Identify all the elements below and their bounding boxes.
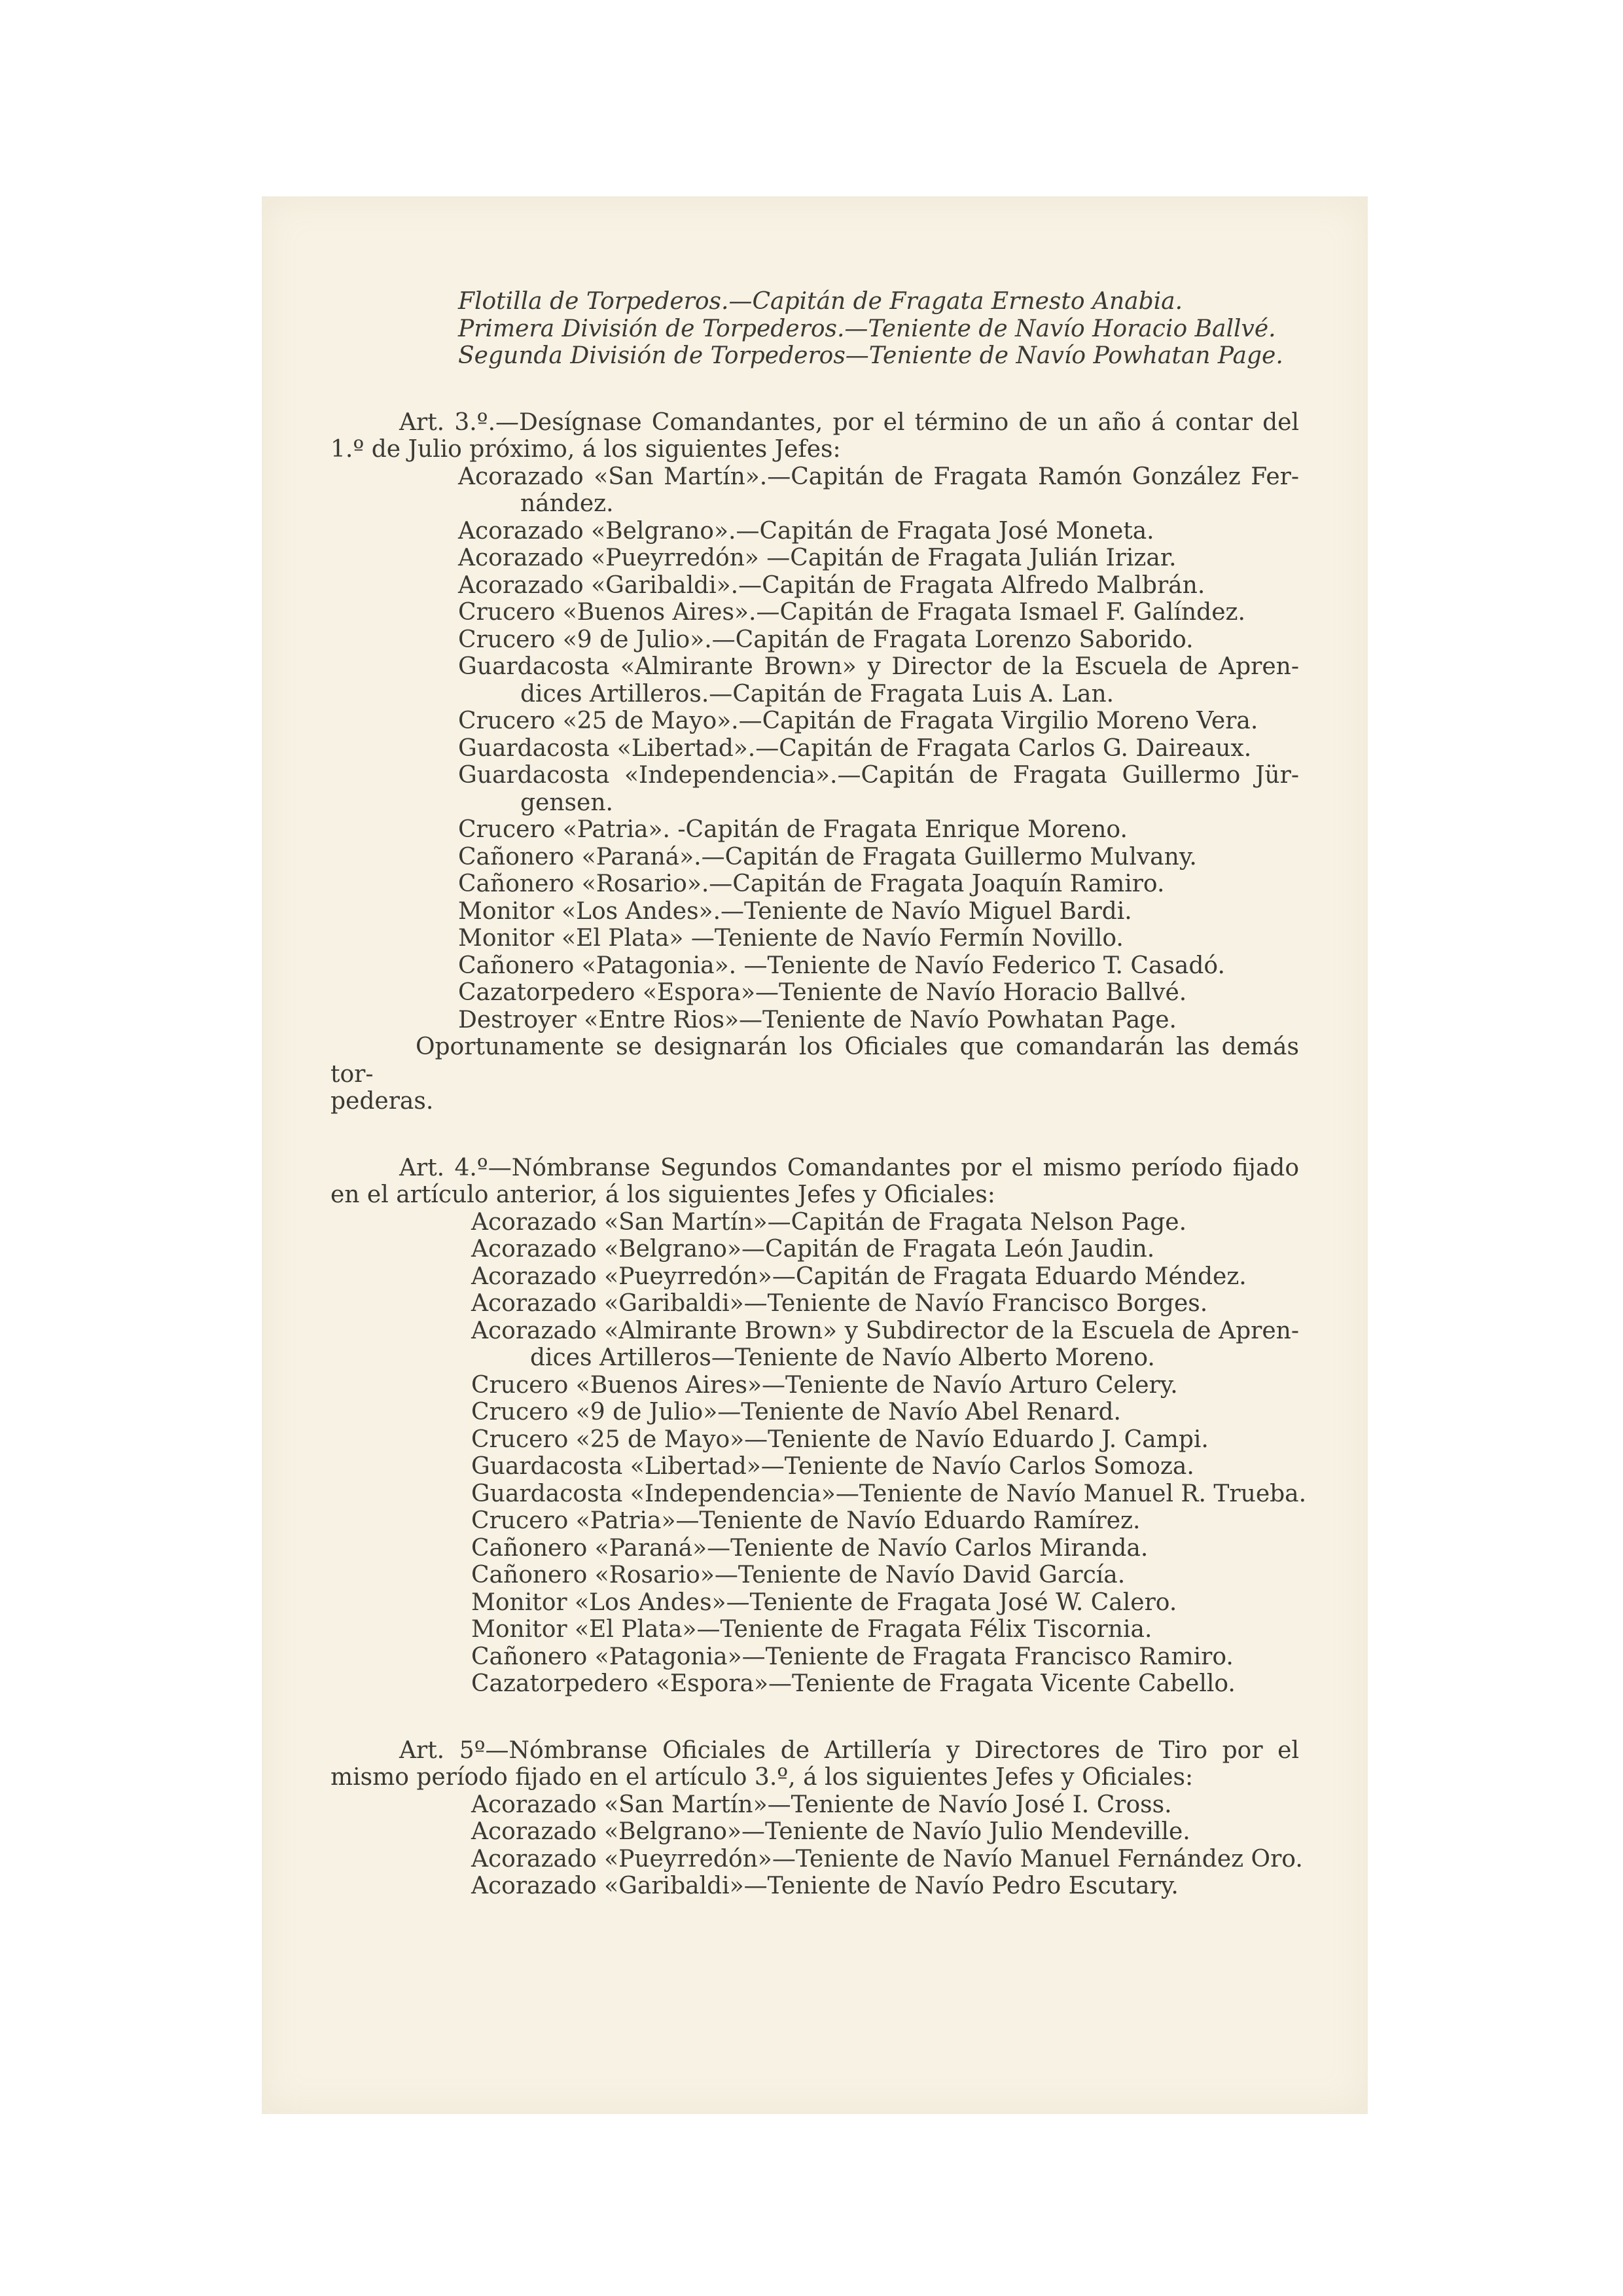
article-intro-line: Art. 5º—Nómbranse Oficiales de Artillería y Directores de Tiro por el	[399, 1736, 1299, 1764]
article-closing-line: pederas.	[330, 1088, 434, 1115]
heading-line: Segunda División de Torpederos—Teniente de Navío Powhatan Page.	[458, 342, 1283, 369]
appointment-entry: Monitor «El Plata»—Teniente de Fragata Félix Tiscornia.	[471, 1616, 1152, 1643]
appointment-entry: Acorazado «Belgrano»—Capitán de Fragata León Jaudin.	[471, 1236, 1155, 1263]
appointment-entry: Cazatorpedero «Espora»—Teniente de Navío Horacio Ballvé.	[458, 979, 1187, 1006]
article-intro-line: 1.º de Julio próximo, á los siguientes Jefes:	[330, 436, 841, 463]
appointment-entry: Acorazado «San Martín»—Capitán de Fragata Nelson Page.	[471, 1208, 1187, 1236]
appointment-entry: Crucero «Buenos Aires»—Teniente de Navío Arturo Celery.	[471, 1371, 1178, 1399]
appointment-entry-continuation: gensen.	[520, 789, 613, 816]
appointment-entry: Acorazado «Pueyrredón»—Teniente de Navío Manuel Fernández Oro.	[471, 1845, 1303, 1873]
appointment-entry: Monitor «Los Andes»—Teniente de Fragata José W. Calero.	[471, 1588, 1177, 1616]
appointment-entry: Acorazado «Garibaldi»—Teniente de Navío Pedro Escutary.	[471, 1873, 1179, 1899]
appointment-entry: Cañonero «Patagonia». —Teniente de Navío Federico T. Casadó.	[458, 952, 1225, 979]
heading-line: Flotilla de Torpederos.—Capitán de Fragata Ernesto Anabia.	[458, 288, 1183, 315]
appointment-entry: Cañonero «Paraná»—Teniente de Navío Carlos Miranda.	[471, 1534, 1149, 1562]
appointment-entry: Cañonero «Paraná».—Capitán de Fragata Guillermo Mulvany.	[458, 843, 1197, 870]
appointment-entry: Acorazado «Belgrano»—Teniente de Navío Julio Mendeville.	[471, 1818, 1190, 1845]
appointment-entry-continuation: dices Artilleros—Teniente de Navío Alberto Moreno.	[530, 1344, 1155, 1371]
article-4	[330, 1154, 1307, 1698]
appointment-entry: Acorazado «San Martín».—Capitán de Fragata Ramón González Fer-	[458, 463, 1299, 490]
appointment-entry: Acorazado «Garibaldi».—Capitán de Fragata Alfredo Malbrán.	[458, 571, 1205, 599]
appointment-entry: Crucero «Patria»—Teniente de Navío Eduardo Ramírez.	[471, 1507, 1141, 1534]
appointment-entry: Acorazado «Pueyrredón» —Capitán de Fragata Julián Irizar.	[458, 545, 1177, 571]
appointment-entry: Acorazado «Pueyrredón»—Capitán de Fragata Eduardo Méndez.	[471, 1263, 1247, 1290]
document-body	[330, 288, 1307, 1900]
article-intro-line: Art. 3.º.—Desígnase Comandantes, por el término de un año á contar del	[399, 408, 1299, 436]
appointment-entry: Crucero «9 de Julio»—Teniente de Navío Abel Renard.	[471, 1399, 1121, 1426]
appointment-entry: Acorazado «Belgrano».—Capitán de Fragata José Moneta.	[458, 517, 1154, 545]
appointment-entry: Monitor «El Plata» —Teniente de Navío Fermín Novillo.	[458, 925, 1124, 952]
appointment-entry: Guardacosta «Almirante Brown» y Director de la Escuela de Apren-	[458, 653, 1299, 680]
appointment-entry: Acorazado «Almirante Brown» y Subdirector de la Escuela de Apren-	[471, 1317, 1299, 1344]
heading-line: Primera División de Torpederos.—Teniente de Navío Horacio Ballvé.	[458, 315, 1276, 342]
appointment-entry: Crucero «Patria». -Capitán de Fragata Enrique Moreno.	[458, 816, 1128, 843]
appointment-entry: Crucero «9 de Julio».—Capitán de Fragata Lorenzo Saborido.	[458, 626, 1194, 653]
article-intro-line: en el artículo anterior, á los siguientes Jefes y Oficiales:	[330, 1181, 995, 1208]
appointment-entry: Guardacosta «Independencia».—Capitán de Fragata Guillermo Jür-	[458, 762, 1299, 789]
appointment-entry: Crucero «25 de Mayo».—Capitán de Fragata Virgilio Moreno Vera.	[458, 708, 1258, 734]
article-intro-line: mismo período fijado en el artículo 3.º, á los siguientes Jefes y Oficiales:	[330, 1764, 1194, 1791]
appointment-entry: Guardacosta «Independencia»—Teniente de Navío Manuel R. Trueba.	[471, 1480, 1307, 1507]
article-5	[330, 1736, 1303, 1900]
article-intro-line: Art. 4.º—Nómbranse Segundos Comandantes por el mismo período fijado	[399, 1154, 1299, 1181]
appointment-entry: Destroyer «Entre Rios»—Teniente de Navío Powhatan Page.	[458, 1006, 1177, 1033]
appointment-entry: Guardacosta «Libertad»—Teniente de Navío Carlos Somoza.	[471, 1453, 1194, 1480]
headings-block	[330, 288, 1299, 370]
appointment-entry: Crucero «Buenos Aires».—Capitán de Fragata Ismael F. Galíndez.	[458, 599, 1245, 626]
appointment-entry: Monitor «Los Andes».—Teniente de Navío Miguel Bardi.	[458, 897, 1132, 925]
appointment-entry: Cañonero «Rosario»—Teniente de Navío David García.	[471, 1562, 1126, 1588]
appointment-entry: Cañonero «Rosario».—Capitán de Fragata Joaquín Ramiro.	[458, 870, 1165, 897]
appointment-entry: Crucero «25 de Mayo»—Teniente de Navío Eduardo J. Campi.	[471, 1426, 1209, 1453]
appointment-entry: Cazatorpedero «Espora»—Teniente de Fragata Vicente Cabello.	[471, 1670, 1236, 1697]
appointment-entry: Cañonero «Patagonia»—Teniente de Fragata Francisco Ramiro.	[471, 1643, 1234, 1670]
appointment-entry: Acorazado «San Martín»—Teniente de Navío José I. Cross.	[471, 1791, 1172, 1818]
article-3	[330, 409, 1299, 1115]
appointment-entry: Guardacosta «Libertad».—Capitán de Fragata Carlos G. Daireaux.	[458, 734, 1252, 762]
appointment-entry-continuation: dices Artilleros.—Capitán de Fragata Luis A. Lan.	[520, 680, 1115, 708]
appointment-entry: Acorazado «Garibaldi»—Teniente de Navío Francisco Borges.	[471, 1290, 1208, 1317]
appointment-entry-continuation: nández.	[520, 490, 614, 517]
article-closing-line: Oportunamente se designarán los Oficiales que comandarán las demás tor-	[330, 1033, 1299, 1088]
